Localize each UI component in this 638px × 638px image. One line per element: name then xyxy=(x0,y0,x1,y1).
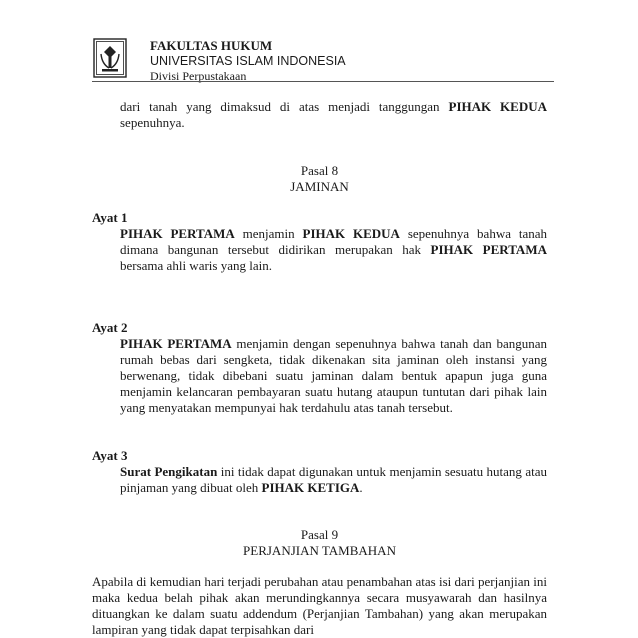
division-name: Divisi Perpustakaan xyxy=(150,69,247,83)
continued-paragraph: dari tanah yang dimaksud di atas menjadi tanggungan PIHAK KEDUA sepenuhnya. xyxy=(120,99,547,130)
pasal-9-text: Apabila di kemudian hari terjadi perubahan atau penambahan atas isi dari perjanjian ini maka kedua belah pihak akan merundingkannya secara musyawarah dan hasilnya dituangkan ke dalam suatu addendum (Perjanjian Tambahan) yang akan merupakan lampiran yang tidak dapat terpisahkan dari xyxy=(92,574,547,637)
header-rule xyxy=(92,81,554,82)
ayat-2-label: Ayat 2 xyxy=(92,320,128,335)
ayat-1-text: PIHAK PERTAMA menjamin PIHAK KEDUA sepenuhnya bahwa tanah dimana bangunan tersebut didirikan merupakan hak PIHAK PERTAMA bersama ahli waris yang lain. xyxy=(120,226,548,273)
faculty-name: FAKULTAS HUKUM xyxy=(150,38,273,53)
pasal-8-number: Pasal 8 xyxy=(300,163,339,178)
pasal-9-number: Pasal 9 xyxy=(300,527,339,542)
pasal-8-title: JAMINAN xyxy=(290,179,349,194)
ayat-1-label: Ayat 1 xyxy=(92,210,128,225)
ayat-3-label: Ayat 3 xyxy=(92,448,128,463)
university-name: UNIVERSITAS ISLAM INDONESIA xyxy=(150,54,346,68)
pasal-9-title: PERJANJIAN TAMBAHAN xyxy=(243,543,396,558)
ayat-3-text: Surat Pengikatan ini tidak dapat digunakan untuk menjamin sesuatu hutang atau pinjaman yang dibuat oleh PIHAK KETIGA. xyxy=(120,464,547,495)
document-header xyxy=(92,36,554,82)
ayat-2-text: PIHAK PERTAMA menjamin dengan sepenuhnya bahwa tanah dan bangunan rumah bebas dari sengketa, tidak dikenakan sita jaminan oleh instansi yang berwenang, tidak dibebani suatu jaminan dalam bentuk apapun juga guna menjamin kelancaran pembayaran suatu hutang ataupun tuntutan dari pihak lain yang menyatakan mempunyai hak terdahulu atas tanah tersebut. xyxy=(120,336,547,415)
uii-seal-icon xyxy=(93,38,127,78)
